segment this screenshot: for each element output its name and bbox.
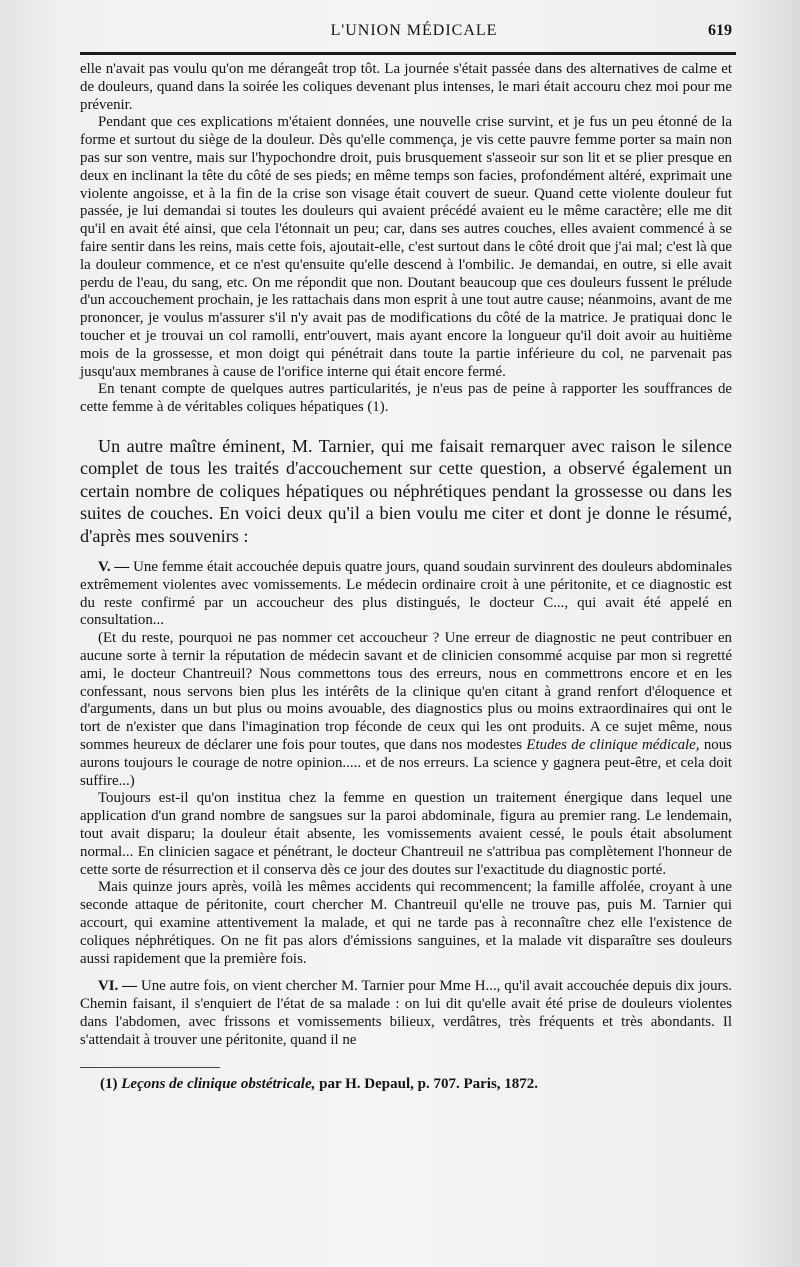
running-header [80, 22, 732, 44]
case-vi [80, 978, 732, 1049]
case-vi-number: VI. — [98, 978, 138, 995]
paragraph-conclusion: En tenant compte de quelques autres particularités, je n'eus pas de peine à rapporter les souffrances de cette femme à de véritables coliques hépatiques (1). [80, 381, 732, 416]
case-v-text: Une femme était accouchée depuis quatre jours, quand soudain survinrent des douleurs abdominales extrêmement violentes avec vomissements. Le médecin ordinaire croit à une péritonite, et ce diagnostic est du reste confirmé par un accoucheur des plus distingués, le docteur C..., qui avait été appelé en consultation... [80, 558, 733, 629]
footnote-marker: (1) [100, 1076, 118, 1093]
section-gap [80, 968, 732, 978]
case-vi-text: Une autre fois, on vient chercher M. Tarnier pour Mme H..., qu'il avait accouchée depuis dix jours. Chemin faisant, il s'enquiert de l'état de sa malade : on lui dit qu'elle avait été prise de douleurs violentes dans l'abdomen, avec frissons et vomissements bilieux, verdâtres, très fréquents et très abondants. Il s'attendait à trouver une péritonite, quand il ne [80, 978, 732, 1048]
footnote-rule [80, 1067, 220, 1068]
aside-italic-title: Etudes de clinique médicale, [526, 736, 700, 753]
page-number: 619 [708, 22, 732, 39]
footnote [80, 1076, 732, 1093]
body-text-cases [80, 559, 732, 1050]
paragraph-aside [80, 630, 732, 790]
paragraph-crisis: Pendant que ces explications m'étaient données, une nouvelle crise survint, et je fus un peu étonné de la forme et surtout du siège de la douleur. Dès qu'elle commença, je vis cette pauvre femme porter sa main non pas sur son ventre, mais sur l'hypochondre droit, puis brusquement s'asseoir sur son lit et se plier presque en deux en inclinant la tête du côté de ses pieds; en même temps son facies, profondément altéré, exprimait une violente angoisse, et à la fin de la crise son visage était couvert de sueur. Quand cette violente douleur fut passée, je lui demandai si toutes les douleurs qui avaient précédé avaient eu le même caractère; elle me dit qu'il en avait été ainsi, que cela l'étonnait un peu; car, dans ses autres couches, elles avaient commencé à se faire sentir dans les reins, mais cette fois, ajoutait-elle, c'est surtout dans le côté droit que j'ai mal; c'est là que la douleur commence, et ce n'est qu'ensuite qu'elle descend à l'ombilic. Je demandai, en outre, si elle avait perdu de l'eau, du sang, etc. On me répondit que non. Doutant beaucoup que ces douleurs fussent le prélude d'un accouchement prochain, je les rattachais dans mon esprit à une tout autre cause; néanmoins, avant de me prononcer, je voulus m'assurer s'il n'y avait pas de modifications du côté de la matrice. Je pratiquai donc le toucher et je trouvai un col ramolli, entr'ouvert, mais ayant encore la longueur qu'il doit avoir au huitième mois de la grossesse, et mon doigt qui pénétrait dans toute la partie inférieure du col, ne parvenait pas jusqu'aux membranes à cause de l'orifice interne qui était encore fermé. [80, 114, 732, 380]
paragraph-continuation: elle n'avait pas voulu qu'on me dérangeât trop tôt. La journée s'était passée dans des alternatives de calme et de douleurs, quand dans la soirée les coliques devenant plus intenses, le mari était accouru chez moi pour me prévenir. [80, 61, 732, 113]
case-v [80, 559, 732, 630]
footnote-title: Leçons de clinique obstétricale, [121, 1076, 316, 1093]
running-title: L'UNION MÉDICALE [330, 22, 498, 39]
paragraph-relapse: Mais quinze jours après, voilà les mêmes accidents qui recommencent; la famille affolée, croyant à une seconde attaque de péritonite, court chercher M. Chantreuil qu'elle ne trouve pas, puis M. Tarnier qui accourt, qui examine attentivement la malade, et qui ne tarde pas à reconnaître chez elle l'existence de coliques néphrétiques. On ne fit pas alors d'émissions sanguines, et la malade vit disparaître ses douleurs aussi rapidement que la première fois. [80, 879, 732, 967]
header-rule [80, 52, 736, 55]
case-v-number: V. — [98, 558, 130, 575]
paragraph-tarnier: Un autre maître éminent, M. Tarnier, qui me faisait remarquer avec raison le silence complet de tous les traités d'accouchement sur cette question, a observé également un certain nombre de coliques hépatiques ou néphrétiques pendant la grossesse ou dans les suites de couches. En voici deux qu'il a bien voulu me citer et dont je donne le résumé, d'après mes souvenirs : [80, 435, 732, 546]
paragraph-treatment: Toujours est-il qu'on institua chez la femme en question un traitement énergique dans lequel une application d'un grand nombre de sangsues sur la paroi abdominale, figura au premier rang. Le lendemain, tout avait disparu; la douleur était absente, les vomissements avaient cessé, le pouls était absolument normal... En clinicien sagace et pénétrant, le docteur Chantreuil ne s'attribua pas complètement l'honneur de cette sorte de résurrection et il conserva dès ce jour des doutes sur l'exactitude du diagnostic porté. [80, 790, 732, 878]
aside-end: nous aurons toujours le courage de notre opinion..... et de nos erreurs. La science y gagnera peut-être, et cela doit suffire...) [80, 736, 732, 789]
body-text-top [80, 61, 732, 417]
aside-start: (Et du reste, pourquoi ne pas nommer cet accoucheur ? Une erreur de diagnostic ne peut contribuer en aucune sorte à ternir la réputation de médecin savant et de clinicien consommé acquise par mon si regretté ami, le docteur Chantreuil? Nous commettons tous des erreurs, nous en commettrons encore et en les confessant, nous servons bien plus les intérêts de la clinique qu'en citant à grand renfort d'éloquence et d'arguments, dans un but plus ou moins avouable, des diagnostics plus ou moins extraordinaires qui ont le tort de n'exister que dans l'imagination trop féconde de ceux qui les ont produits. A ce sujet même, nous sommes heureux de déclarer une fois pour toutes, que dans nos modestes [80, 630, 732, 753]
footnote-reference: par H. Depaul, p. 707. Paris, 1872. [319, 1076, 539, 1093]
